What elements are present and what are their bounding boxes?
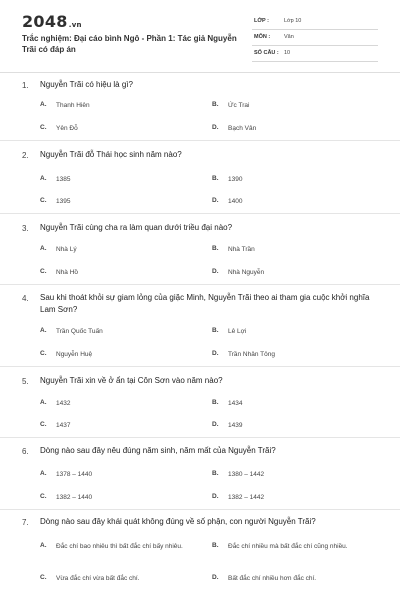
option-letter: D. — [212, 421, 219, 428]
question-number: 7. — [22, 518, 29, 527]
quiz-title: Trắc nghiệm: Đại cáo bình Ngô - Phần 1: Tác giả Nguyễn Trãi có đáp án — [22, 34, 237, 54]
option-letter: C. — [40, 493, 47, 500]
option-text: 1390 — [228, 176, 243, 183]
option-text: 1432 — [56, 400, 71, 407]
meta-row-count — [252, 47, 378, 62]
meta-row-subject — [252, 31, 378, 46]
option-text: Nguyễn Huệ — [56, 351, 93, 358]
option-text: Lê Lợi — [228, 328, 247, 335]
question-number: 1. — [22, 81, 29, 90]
option-letter: D. — [212, 197, 219, 204]
option-letter: A. — [40, 101, 47, 108]
question-number: 2. — [22, 151, 29, 160]
option-text: Nhà Lý — [56, 246, 77, 253]
option-text: Nhà Hồ — [56, 269, 79, 276]
question-text: Nguyễn Trãi đỗ Thái học sinh năm nào? — [40, 150, 182, 159]
option-text: Yên Đỗ — [56, 125, 78, 132]
option-text: Trần Nhân Tông — [228, 351, 275, 358]
question-number: 3. — [22, 224, 29, 233]
option-letter: C. — [40, 350, 47, 357]
option-text: 1400 — [228, 198, 243, 205]
question-text: Sau khi thoát khỏi sự giam lỏng của giặc Minh, Nguyễn Trãi theo ai tham gia cuộc khởi nghĩa Lam Sơn? — [40, 293, 370, 314]
option-letter: A. — [40, 175, 47, 182]
option-text: 1395 — [56, 198, 71, 205]
option-letter: B. — [212, 399, 219, 406]
option-letter: C. — [40, 574, 47, 581]
option-text: 1385 — [56, 176, 71, 183]
logo-suffix: .vn — [68, 21, 82, 29]
question-separator — [0, 437, 400, 438]
question-number: 5. — [22, 377, 29, 386]
option-letter: B. — [212, 175, 219, 182]
option-letter: D. — [212, 493, 219, 500]
question-number: 4. — [22, 294, 29, 303]
option-letter: D. — [212, 268, 219, 275]
option-text: Đắc chí bao nhiêu thì bất đắc chí bấy nhiêu. — [56, 543, 183, 550]
question-separator — [0, 284, 400, 285]
option-text: Nhà Nguyễn — [228, 269, 265, 276]
option-letter: C. — [40, 268, 47, 275]
meta-key: MÔN : — [254, 34, 271, 40]
question-text: Nguyễn Trãi xin về ở ẩn tại Côn Sơn vào năm nào? — [40, 376, 223, 385]
option-letter: B. — [212, 470, 219, 477]
quiz-meta — [252, 15, 378, 63]
option-letter: D. — [212, 124, 219, 131]
option-letter: D. — [212, 574, 219, 581]
option-letter: C. — [40, 421, 47, 428]
header-divider — [0, 72, 400, 73]
option-letter: A. — [40, 327, 47, 334]
option-text: Vừa đắc chí vừa bất đắc chí. — [56, 575, 140, 582]
option-text: Trần Quốc Tuấn — [56, 328, 103, 335]
question-separator — [0, 366, 400, 367]
option-text: Bạch Vân — [228, 125, 257, 132]
question-separator — [0, 213, 400, 214]
option-text: 1434 — [228, 400, 243, 407]
site-logo[interactable] — [22, 12, 82, 31]
option-letter: A. — [40, 399, 47, 406]
option-text: Thanh Hiên — [56, 102, 90, 109]
page-header — [0, 0, 400, 72]
option-text: Ức Trai — [228, 102, 250, 109]
option-letter: C. — [40, 197, 47, 204]
meta-key: SỐ CÂU : — [254, 50, 279, 56]
option-letter: B. — [212, 542, 219, 549]
meta-row-class — [252, 15, 378, 30]
option-letter: A. — [40, 245, 47, 252]
question-number: 6. — [22, 447, 29, 456]
question-text: Nguyễn Trãi cùng cha ra làm quan dưới triều đại nào? — [40, 223, 233, 232]
option-text: 1382 – 1442 — [228, 494, 265, 501]
meta-key: LỚP : — [254, 18, 269, 24]
option-text: Bất đắc chí nhiều hơn đắc chí. — [228, 575, 317, 582]
logo-text: 2048 — [22, 12, 68, 31]
option-text: Nhà Trần — [228, 246, 255, 253]
option-letter: B. — [212, 327, 219, 334]
option-text: 1378 – 1440 — [56, 471, 93, 478]
option-text: 1439 — [228, 422, 243, 429]
option-letter: C. — [40, 124, 47, 131]
question-text: Dòng nào sau đây khái quát không đúng về số phận, con người Nguyễn Trãi? — [40, 517, 316, 526]
option-letter: A. — [40, 470, 47, 477]
question-separator — [0, 509, 400, 510]
question-text: Dòng nào sau đây nêu đúng năm sinh, năm mất của Nguyễn Trãi? — [40, 446, 276, 455]
option-letter: A. — [40, 542, 47, 549]
option-letter: D. — [212, 350, 219, 357]
option-letter: B. — [212, 245, 219, 252]
option-text: 1380 – 1442 — [228, 471, 265, 478]
option-text: Đắc chí nhiều mà bất đắc chí cũng nhiều. — [228, 543, 348, 550]
meta-value: Văn — [284, 34, 294, 40]
meta-value: 10 — [284, 50, 291, 56]
question-separator — [0, 140, 400, 141]
meta-value: Lớp 10 — [284, 18, 302, 24]
question-text: Nguyễn Trãi có hiệu là gì? — [40, 80, 133, 89]
option-letter: B. — [212, 101, 219, 108]
option-text: 1382 – 1440 — [56, 494, 93, 501]
option-text: 1437 — [56, 422, 71, 429]
